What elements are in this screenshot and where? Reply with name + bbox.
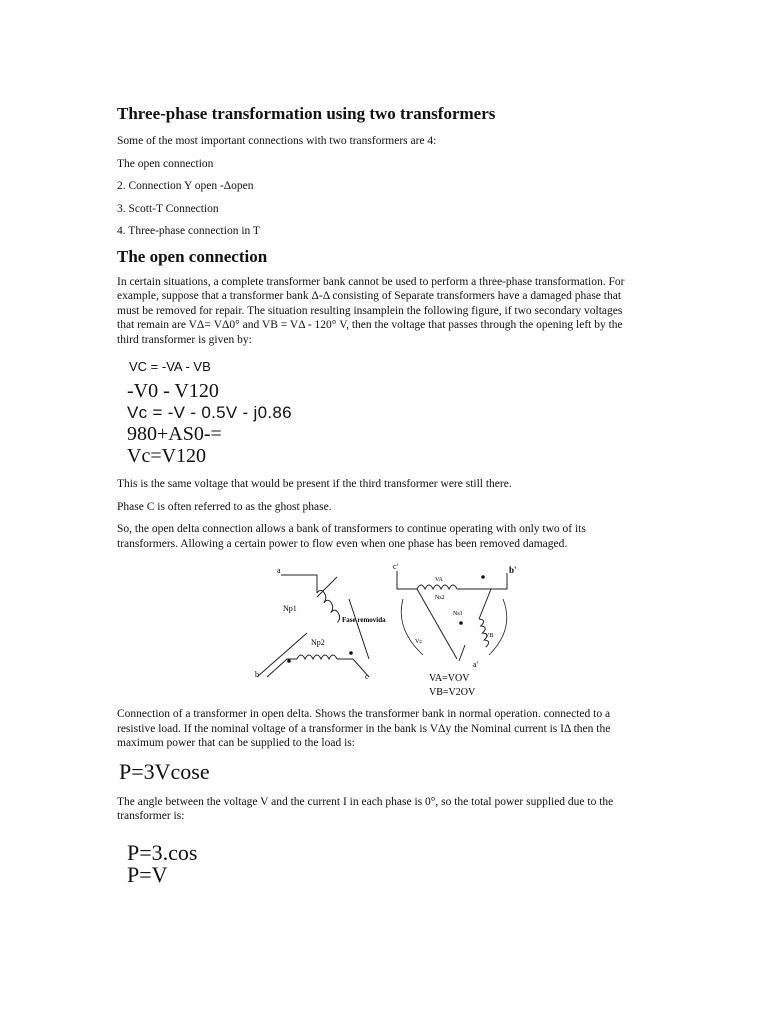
- polarity-dot-2: [349, 651, 353, 655]
- polarity-dot-1: [287, 659, 291, 663]
- paragraph-1: In certain situations, a complete transformer bank cannot be used to perform a three-phase transformation. For example, suppose that a transformer bank Δ-Δ consisting of Separate transformers have a damaged phase that must be removed for repair. The situation resulting insamplein the following figure, if two secondary voltages that remain are VΔ= VΔ0° and VB = VΔ - 120° V, then the voltage that passes through the opening left by the third transformer is given by:: [117, 275, 625, 346]
- list-item-4: 4. Three-phase connection in T: [117, 225, 260, 237]
- polarity-dot-4: [481, 575, 485, 579]
- wire-a-junction: [317, 577, 337, 597]
- paragraph-2: This is the same voltage that would be present if the third transformer were still there.: [117, 478, 512, 490]
- wire-b-prime: [457, 573, 507, 589]
- wire-c-prime: [397, 571, 417, 589]
- label-np2: Np2: [311, 638, 325, 647]
- paragraph-4: So, the open delta connection allows a bank of transformers to continue operating with only two of its transformers. Allowing a certain power to flow even when one phase has been removed damaged.: [117, 523, 586, 550]
- equation-power-1: P=3Vcose: [119, 758, 210, 784]
- wire-a: [281, 575, 317, 593]
- wire-b-np2: [267, 659, 297, 677]
- open-delta-figure: [117, 559, 637, 699]
- equation-vc: VC = -VA - VB: [129, 359, 211, 374]
- section-heading: The open connection: [117, 246, 268, 266]
- open-delta-diagram: [117, 559, 637, 699]
- list-item-2: 2. Connection Y open -Δopen: [117, 180, 254, 192]
- equation-power-2-line-2: P=V: [127, 861, 168, 887]
- wire-c-upper: [349, 599, 369, 659]
- label-c: c: [365, 672, 369, 681]
- label-np1: Np1: [283, 604, 297, 613]
- equation-line-4: Vc=V120: [127, 445, 207, 467]
- paragraph-3: Phase C is often referred to as the ghost phase.: [117, 500, 332, 513]
- label-vb: VB: [485, 633, 494, 639]
- paragraph-5: Connection of a transformer in open delta. Shows the transformer bank in normal operation. connected to a resistive load. If the nominal voltage of a transformer in the bank is VΔy the Nominal current is IΔ then the maximum power that can be supplied to the load is:: [117, 708, 611, 749]
- polarity-dot-3: [459, 621, 463, 625]
- equation-line-2: Vc = -V - 0.5V - j0.86: [127, 403, 292, 422]
- label-ns1: Ns1: [453, 611, 463, 617]
- label-vc: Vc: [415, 639, 422, 645]
- equation-power-2-line-1: P=3.cos: [127, 839, 198, 865]
- label-removed-phase: Fase removida: [342, 616, 386, 624]
- equation-line-1: -V0 - V120: [127, 380, 219, 402]
- list-item-1: The open connection: [117, 157, 214, 170]
- list-item-3: 3. Scott-T Connection: [117, 202, 219, 215]
- document-page: [117, 96, 637, 886]
- arrow-vc: [401, 599, 423, 655]
- label-ns2: Ns2: [435, 595, 445, 601]
- equation-line-3: 980+AS0-=: [127, 423, 222, 445]
- wire-ns1-top: [479, 589, 491, 619]
- label-b: b: [255, 670, 259, 679]
- coil-np1: [317, 589, 343, 622]
- arrow-vb: [489, 599, 507, 655]
- coil-ns2: [417, 585, 457, 589]
- wire-a-prime: [459, 645, 465, 661]
- label-a: a: [277, 566, 281, 575]
- page-title: Three-phase transformation using two transformers: [117, 104, 496, 123]
- label-va: VA: [435, 577, 443, 583]
- caption-va: VA=VOV: [429, 673, 470, 684]
- label-c-prime: c': [393, 562, 398, 571]
- label-b-prime: b': [509, 565, 517, 575]
- paragraph-6: The angle between the voltage V and the current I in each phase is 0°, so the total power supplied due to the transformer is:: [117, 795, 614, 822]
- caption-vb: VB=V2OV: [429, 687, 476, 698]
- intro-text: Some of the most important connections with two transformers are 4:: [117, 135, 437, 147]
- coil-np2: [297, 655, 337, 659]
- label-a-prime: a': [473, 660, 478, 669]
